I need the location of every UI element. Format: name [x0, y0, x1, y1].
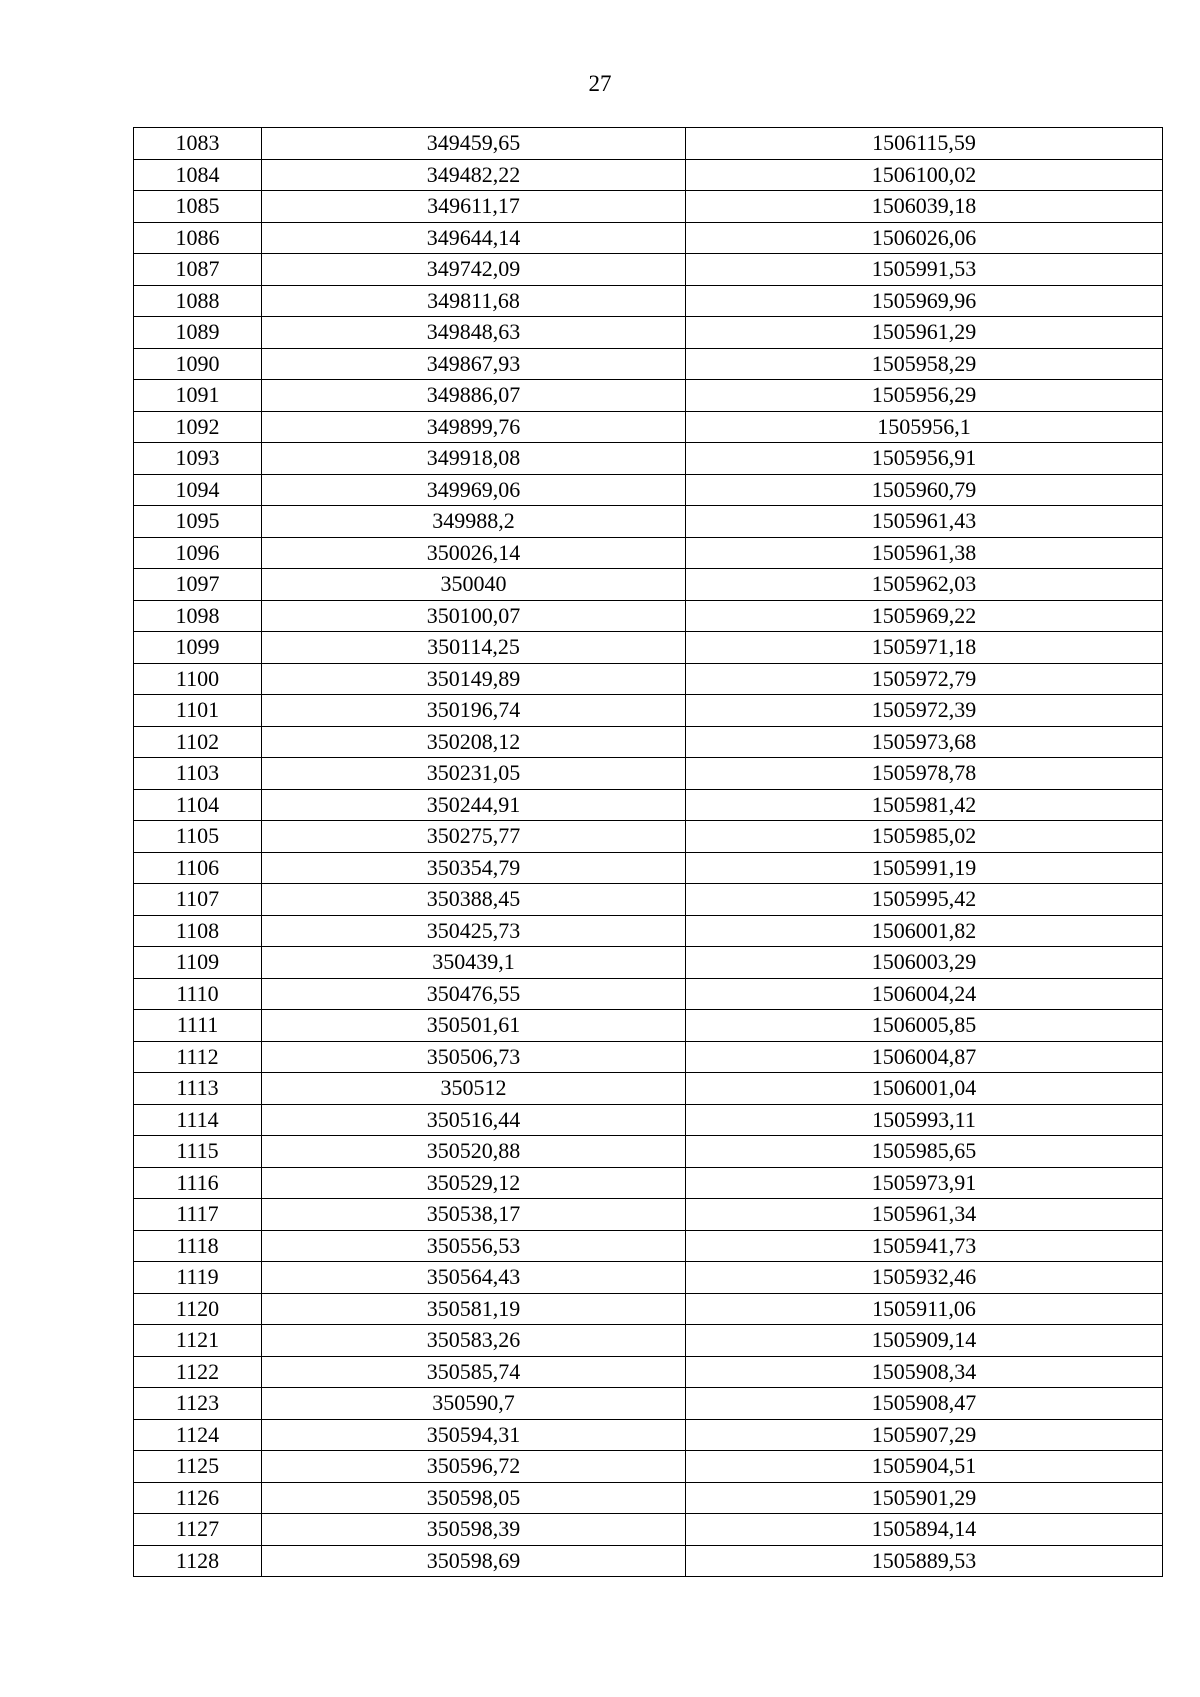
table-row — [134, 947, 1163, 979]
y-coordinate-cell: 1505932,46 — [686, 1262, 1163, 1294]
y-coordinate-cell: 1505973,68 — [686, 726, 1163, 758]
point-number-cell: 1111 — [134, 1010, 262, 1042]
x-coordinate-cell: 350583,26 — [262, 1325, 686, 1357]
point-number-cell: 1122 — [134, 1356, 262, 1388]
point-number-cell: 1100 — [134, 663, 262, 695]
point-number-cell: 1115 — [134, 1136, 262, 1168]
point-number-cell: 1087 — [134, 254, 262, 286]
point-number-cell: 1103 — [134, 758, 262, 790]
point-number-cell: 1128 — [134, 1545, 262, 1577]
table-row — [134, 1356, 1163, 1388]
table-row — [134, 537, 1163, 569]
y-coordinate-cell: 1505985,02 — [686, 821, 1163, 853]
point-number-cell: 1098 — [134, 600, 262, 632]
y-coordinate-cell: 1505901,29 — [686, 1482, 1163, 1514]
x-coordinate-cell: 350244,91 — [262, 789, 686, 821]
table-row — [134, 821, 1163, 853]
x-coordinate-cell: 350354,79 — [262, 852, 686, 884]
table-row — [134, 1010, 1163, 1042]
x-coordinate-cell: 350149,89 — [262, 663, 686, 695]
table-row — [134, 1514, 1163, 1546]
y-coordinate-cell: 1505969,96 — [686, 285, 1163, 317]
point-number-cell: 1110 — [134, 978, 262, 1010]
point-number-cell: 1084 — [134, 159, 262, 191]
y-coordinate-cell: 1505889,53 — [686, 1545, 1163, 1577]
point-number-cell: 1105 — [134, 821, 262, 853]
table-row — [134, 254, 1163, 286]
point-number-cell: 1113 — [134, 1073, 262, 1105]
table-row — [134, 1545, 1163, 1577]
table-row — [134, 222, 1163, 254]
y-coordinate-cell: 1505907,29 — [686, 1419, 1163, 1451]
x-coordinate-cell: 350512 — [262, 1073, 686, 1105]
y-coordinate-cell: 1505972,39 — [686, 695, 1163, 727]
x-coordinate-cell: 349644,14 — [262, 222, 686, 254]
table-row — [134, 1293, 1163, 1325]
point-number-cell: 1088 — [134, 285, 262, 317]
point-number-cell: 1116 — [134, 1167, 262, 1199]
table-row — [134, 411, 1163, 443]
y-coordinate-cell: 1505958,29 — [686, 348, 1163, 380]
y-coordinate-cell: 1505972,79 — [686, 663, 1163, 695]
page-number: 27 — [588, 71, 612, 96]
table-row — [134, 474, 1163, 506]
table-row — [134, 852, 1163, 884]
x-coordinate-cell: 350590,7 — [262, 1388, 686, 1420]
point-number-cell: 1086 — [134, 222, 262, 254]
y-coordinate-cell: 1505961,43 — [686, 506, 1163, 538]
x-coordinate-cell: 350598,39 — [262, 1514, 686, 1546]
y-coordinate-cell: 1505911,06 — [686, 1293, 1163, 1325]
y-coordinate-cell: 1505956,1 — [686, 411, 1163, 443]
table-row — [134, 1325, 1163, 1357]
table-row — [134, 569, 1163, 601]
x-coordinate-cell: 350506,73 — [262, 1041, 686, 1073]
x-coordinate-cell: 349969,06 — [262, 474, 686, 506]
y-coordinate-cell: 1505908,47 — [686, 1388, 1163, 1420]
table-row — [134, 915, 1163, 947]
point-number-cell: 1126 — [134, 1482, 262, 1514]
table-row — [134, 159, 1163, 191]
x-coordinate-cell: 349867,93 — [262, 348, 686, 380]
x-coordinate-cell: 350516,44 — [262, 1104, 686, 1136]
y-coordinate-cell: 1506115,59 — [686, 128, 1163, 160]
table-row — [134, 506, 1163, 538]
x-coordinate-cell: 350581,19 — [262, 1293, 686, 1325]
y-coordinate-cell: 1505962,03 — [686, 569, 1163, 601]
point-number-cell: 1123 — [134, 1388, 262, 1420]
y-coordinate-cell: 1505991,19 — [686, 852, 1163, 884]
point-number-cell: 1089 — [134, 317, 262, 349]
table-row — [134, 600, 1163, 632]
y-coordinate-cell: 1505961,29 — [686, 317, 1163, 349]
table-row — [134, 1482, 1163, 1514]
point-number-cell: 1090 — [134, 348, 262, 380]
x-coordinate-cell: 350439,1 — [262, 947, 686, 979]
point-number-cell: 1107 — [134, 884, 262, 916]
coordinates-table-body — [134, 128, 1163, 1577]
x-coordinate-cell: 350520,88 — [262, 1136, 686, 1168]
point-number-cell: 1097 — [134, 569, 262, 601]
x-coordinate-cell: 350231,05 — [262, 758, 686, 790]
y-coordinate-cell: 1505969,22 — [686, 600, 1163, 632]
x-coordinate-cell: 350196,74 — [262, 695, 686, 727]
point-number-cell: 1127 — [134, 1514, 262, 1546]
x-coordinate-cell: 349459,65 — [262, 128, 686, 160]
point-number-cell: 1091 — [134, 380, 262, 412]
y-coordinate-cell: 1505981,42 — [686, 789, 1163, 821]
point-number-cell: 1106 — [134, 852, 262, 884]
point-number-cell: 1085 — [134, 191, 262, 223]
y-coordinate-cell: 1506100,02 — [686, 159, 1163, 191]
x-coordinate-cell: 350594,31 — [262, 1419, 686, 1451]
table-row — [134, 1230, 1163, 1262]
y-coordinate-cell: 1506026,06 — [686, 222, 1163, 254]
point-number-cell: 1119 — [134, 1262, 262, 1294]
y-coordinate-cell: 1505908,34 — [686, 1356, 1163, 1388]
point-number-cell: 1094 — [134, 474, 262, 506]
point-number-cell: 1108 — [134, 915, 262, 947]
x-coordinate-cell: 349918,08 — [262, 443, 686, 475]
table-row — [134, 380, 1163, 412]
point-number-cell: 1118 — [134, 1230, 262, 1262]
x-coordinate-cell: 349899,76 — [262, 411, 686, 443]
point-number-cell: 1102 — [134, 726, 262, 758]
table-row — [134, 317, 1163, 349]
y-coordinate-cell: 1505956,91 — [686, 443, 1163, 475]
x-coordinate-cell: 350208,12 — [262, 726, 686, 758]
x-coordinate-cell: 350538,17 — [262, 1199, 686, 1231]
y-coordinate-cell: 1506001,04 — [686, 1073, 1163, 1105]
x-coordinate-cell: 349742,09 — [262, 254, 686, 286]
y-coordinate-cell: 1505993,11 — [686, 1104, 1163, 1136]
table-row — [134, 285, 1163, 317]
point-number-cell: 1125 — [134, 1451, 262, 1483]
table-row — [134, 1419, 1163, 1451]
table-row — [134, 1073, 1163, 1105]
point-number-cell: 1121 — [134, 1325, 262, 1357]
table-row — [134, 1041, 1163, 1073]
table-row — [134, 978, 1163, 1010]
y-coordinate-cell: 1505956,29 — [686, 380, 1163, 412]
table-row — [134, 1388, 1163, 1420]
table-row — [134, 1136, 1163, 1168]
y-coordinate-cell: 1505941,73 — [686, 1230, 1163, 1262]
table-row — [134, 695, 1163, 727]
y-coordinate-cell: 1505909,14 — [686, 1325, 1163, 1357]
x-coordinate-cell: 350040 — [262, 569, 686, 601]
x-coordinate-cell: 350598,69 — [262, 1545, 686, 1577]
x-coordinate-cell: 350564,43 — [262, 1262, 686, 1294]
x-coordinate-cell: 350476,55 — [262, 978, 686, 1010]
point-number-cell: 1096 — [134, 537, 262, 569]
x-coordinate-cell: 350529,12 — [262, 1167, 686, 1199]
x-coordinate-cell: 350114,25 — [262, 632, 686, 664]
table-row — [134, 758, 1163, 790]
x-coordinate-cell: 350388,45 — [262, 884, 686, 916]
x-coordinate-cell: 350425,73 — [262, 915, 686, 947]
y-coordinate-cell: 1505904,51 — [686, 1451, 1163, 1483]
table-row — [134, 1451, 1163, 1483]
table-row — [134, 1262, 1163, 1294]
x-coordinate-cell: 350026,14 — [262, 537, 686, 569]
x-coordinate-cell: 349611,17 — [262, 191, 686, 223]
point-number-cell: 1092 — [134, 411, 262, 443]
y-coordinate-cell: 1505991,53 — [686, 254, 1163, 286]
point-number-cell: 1117 — [134, 1199, 262, 1231]
y-coordinate-cell: 1505995,42 — [686, 884, 1163, 916]
x-coordinate-cell: 350501,61 — [262, 1010, 686, 1042]
point-number-cell: 1083 — [134, 128, 262, 160]
point-number-cell: 1114 — [134, 1104, 262, 1136]
x-coordinate-cell: 349886,07 — [262, 380, 686, 412]
x-coordinate-cell: 349848,63 — [262, 317, 686, 349]
point-number-cell: 1099 — [134, 632, 262, 664]
y-coordinate-cell: 1505973,91 — [686, 1167, 1163, 1199]
x-coordinate-cell: 349482,22 — [262, 159, 686, 191]
point-number-cell: 1120 — [134, 1293, 262, 1325]
y-coordinate-cell: 1505960,79 — [686, 474, 1163, 506]
point-number-cell: 1101 — [134, 695, 262, 727]
x-coordinate-cell: 350275,77 — [262, 821, 686, 853]
y-coordinate-cell: 1506039,18 — [686, 191, 1163, 223]
table-row — [134, 348, 1163, 380]
table-row — [134, 1199, 1163, 1231]
point-number-cell: 1124 — [134, 1419, 262, 1451]
x-coordinate-cell: 349811,68 — [262, 285, 686, 317]
y-coordinate-cell: 1505961,34 — [686, 1199, 1163, 1231]
x-coordinate-cell: 349988,2 — [262, 506, 686, 538]
y-coordinate-cell: 1506004,87 — [686, 1041, 1163, 1073]
table-row — [134, 789, 1163, 821]
x-coordinate-cell: 350100,07 — [262, 600, 686, 632]
point-number-cell: 1095 — [134, 506, 262, 538]
point-number-cell: 1093 — [134, 443, 262, 475]
point-number-cell: 1104 — [134, 789, 262, 821]
y-coordinate-cell: 1505971,18 — [686, 632, 1163, 664]
table-row — [134, 1167, 1163, 1199]
y-coordinate-cell: 1506004,24 — [686, 978, 1163, 1010]
table-row — [134, 191, 1163, 223]
table-row — [134, 128, 1163, 160]
x-coordinate-cell: 350556,53 — [262, 1230, 686, 1262]
x-coordinate-cell: 350598,05 — [262, 1482, 686, 1514]
y-coordinate-cell: 1505978,78 — [686, 758, 1163, 790]
y-coordinate-cell: 1506005,85 — [686, 1010, 1163, 1042]
table-row — [134, 726, 1163, 758]
x-coordinate-cell: 350596,72 — [262, 1451, 686, 1483]
point-number-cell: 1112 — [134, 1041, 262, 1073]
y-coordinate-cell: 1506003,29 — [686, 947, 1163, 979]
x-coordinate-cell: 350585,74 — [262, 1356, 686, 1388]
y-coordinate-cell: 1505961,38 — [686, 537, 1163, 569]
table-row — [134, 632, 1163, 664]
y-coordinate-cell: 1506001,82 — [686, 915, 1163, 947]
y-coordinate-cell: 1505985,65 — [686, 1136, 1163, 1168]
table-row — [134, 663, 1163, 695]
table-row — [134, 443, 1163, 475]
point-number-cell: 1109 — [134, 947, 262, 979]
table-row — [134, 884, 1163, 916]
coordinates-table — [133, 127, 1163, 1577]
y-coordinate-cell: 1505894,14 — [686, 1514, 1163, 1546]
table-row — [134, 1104, 1163, 1136]
